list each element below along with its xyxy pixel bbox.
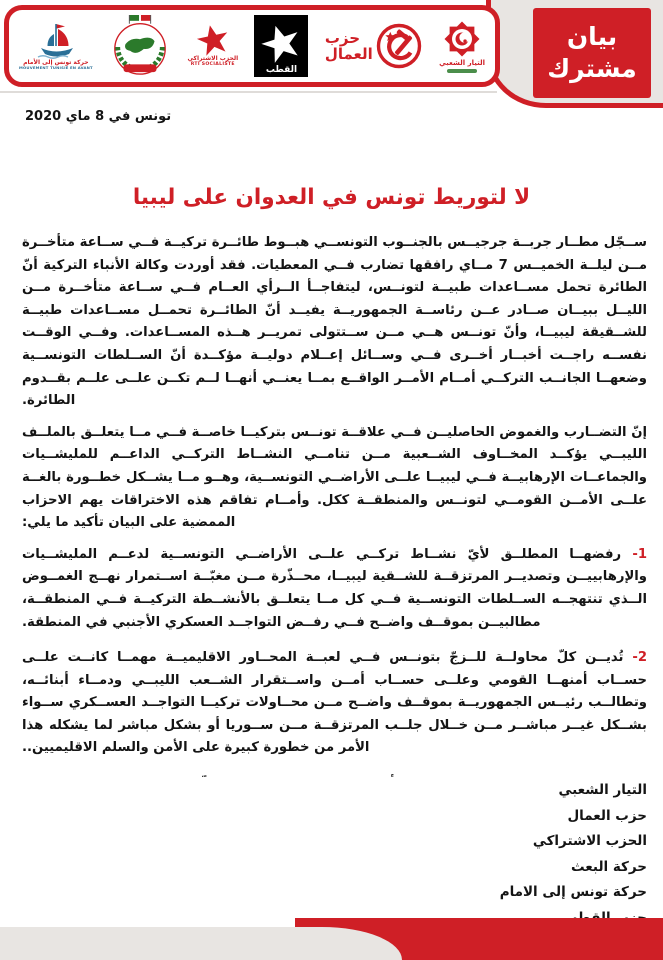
logo-workers-arabic-1: حزب	[324, 28, 361, 47]
hammer-sickle-icon	[375, 22, 423, 70]
logo-qotb-arabic: القطب	[265, 65, 298, 75]
logo-popular-current-arabic: التيار الشعبي	[439, 59, 485, 68]
statement-point-2	[22, 647, 647, 760]
badge-line-1: بيان	[566, 21, 618, 51]
statement-title: لا لتوريط تونس في العدوان على ليبيا	[132, 185, 531, 210]
signature-item: حركة تونس إلى الامام	[499, 884, 647, 900]
wreath-emblem-icon	[109, 14, 171, 78]
eight-point-star-icon	[442, 19, 482, 59]
signature-item: التيار الشعبي	[558, 782, 647, 798]
badge-line-2: مشترك	[547, 54, 637, 83]
logo-qotb	[254, 15, 308, 77]
statement-point-1	[22, 544, 647, 634]
logo-workers-arabic-2: العمال	[324, 45, 373, 63]
paragraph-1: ســجّل مطــار جربــة جرجيــس بالجنــوب التونســي هبــوط طائــرة تركيــة فــي ســاعة متأخــرة مــن ليلــة الخميــس 7 مــاي رافقها تضارب فــي المعطيات. فقد أوردت وكالة الأنباء التركية أنّ الطائرة تحمل مســاعدات طبيــة لتونــس، ليتفاجــأ الــرأي العــام فــي ســاعة متأخــرة مــن الليــل ببيــان صــادر عــن رئاســة الجمهوريــة يفيــد أنّ الطائــرة تحمــل مســاعدات طبيــة للشــقيقة ليبيــا، وأنّ تونــس هــي مــن ســتتولى تمريــر هــذه المســاعدات. وفــي الوقــت نفســه راجــت أخبــار أخــرى فــي وســائل إعــلام دوليــة مؤكــدة أنّ الســلطات التونســية وضعهــا الجانــب التركــي أمــام الأمــر الواقــع بمــا يعنــي أنهــا لــم تكــن علــى علــم بقــدوم الطائرة.	[22, 235, 647, 409]
joint-statement-badge	[533, 8, 651, 98]
point-1-text: رفضهــا المطلــق لأيّ نشــاط تركــي علــى الأراضــي التونســية لدعــم المليشــيات والإرهابييــن وتصديــر المرتزقــة للشــقية ليبيــا، محــذّرة مــن مغبّــة اســتمرار نهــج الغمــوض الــذي تنتهجــه الســلطات التونســية فــي كل مــا يتعلــق بالأنشــطة التركيــة فــي المنطقــة، مطالبيــن بموقــف واضــح فــي رفــض التواجــد العسكري الأجنبي في المنطقة.	[22, 546, 647, 630]
point-2-number: 2-	[632, 650, 647, 666]
point-1-number: 1-	[632, 546, 647, 562]
red-star-icon	[195, 24, 231, 56]
logo-tunisia-forward-latin: MOUVEMENT TUNISIE EN AVANT	[19, 65, 93, 71]
statement-point-3	[22, 773, 647, 777]
point-3-number	[632, 776, 647, 777]
signature-item: حركة البعث	[571, 858, 647, 875]
logo-socialist-latin: RTI SOCIALISTE	[190, 61, 235, 67]
point-2-text: تُديــن كلّ محاولــة للــزجّ بتونــس فــي لعبــة المحــاور الاقليميــة مهمــا كانــت علــى حســاب أمنهــا القومي وعلــى حســاب أمــن واســتقرار الشــعب الليبــي ودمــاء أبنائــه، وتطالــب رئيــس الجمهوريــة بموقــف واضــح مــن محــاولات تركيــا التواجــد العســكري ســواء بشــكل غيــر مباشــر مــن خــلال جلــب المرتزقــة مــن ســوريا أو بشكل مباشر لما يشكله هذا الأمر من خطورة كبيرة على الأمن والسلم الاقليميين..	[22, 650, 647, 756]
sailboat-icon	[28, 22, 84, 60]
party-logos-bar	[4, 5, 500, 87]
statement-body	[22, 232, 647, 777]
dateline: تونس في 8 ماي 2020	[25, 109, 172, 124]
signature-item: الحزب الاشتراكي	[532, 833, 647, 849]
logo-baath-emblem	[109, 14, 171, 78]
logo-socialist-party	[187, 24, 238, 67]
header-separator-line	[0, 91, 497, 93]
logo-tunisia-forward-arabic: حركة تونس إلى الأمام	[23, 58, 89, 66]
point-3-text	[22, 776, 647, 777]
signature-item: حزب العمال	[567, 807, 647, 824]
signatures	[500, 778, 647, 931]
logo-socialist-arabic: الحزب الاشتراكي	[187, 55, 239, 63]
white-star-icon	[259, 23, 303, 65]
logo-popular-current-tagline-decoration	[447, 69, 477, 73]
logo-tunisia-forward	[19, 22, 93, 70]
logo-popular-current	[439, 19, 485, 72]
logo-workers-text	[325, 30, 373, 63]
logo-workers-party	[325, 22, 423, 70]
paragraph-2: إنّ التضــارب والغموض الحاصليــن فــي علاقــة تونــس بتركيــا خاصــة فــي مــا يتعلــق بالملــف الليبــي يؤكــد المخــاوف الشــعبية مــن تنامــي النشــاط التركــي الداعــم للمليشــيات والجماعــات الإرهابيــة فــي ليبيــا علــى الأراضــي التونســية، وهــو مــا يشــكل خطــورة بالغــة علــى الأمــن القومــي لتونــس والمنطقــة ككل. وأمــام تفاقم هذه الاختراقات يهم الاحزاب الممضية على البيان تأكيد ما يلي:	[22, 424, 647, 531]
bottom-gray-swoosh	[0, 927, 402, 960]
